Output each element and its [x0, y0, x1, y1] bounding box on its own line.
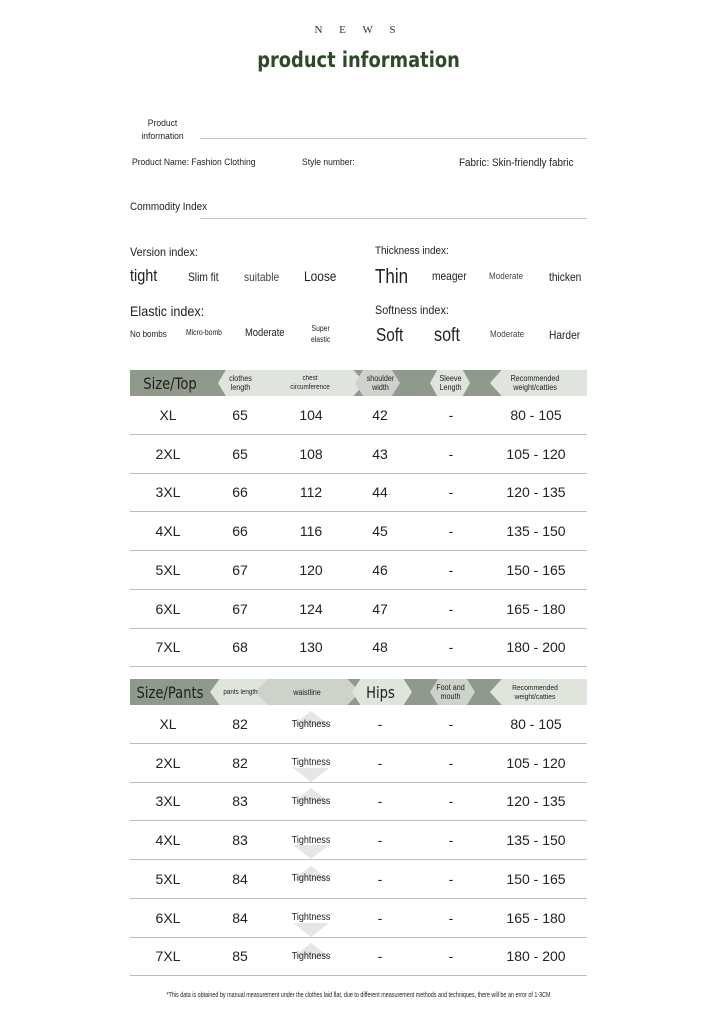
cell-col-1: 84	[232, 870, 248, 887]
cell-col-4: -	[448, 948, 454, 965]
cell-weight: 180 - 200	[506, 948, 566, 965]
cell-col-4: -	[448, 793, 454, 810]
cell-col-4: -	[448, 523, 454, 540]
header-size-top: Size/Top	[143, 373, 197, 393]
cell-col-2: Tightness	[291, 912, 331, 923]
page-title: product information	[257, 48, 460, 72]
elastic-option: Moderate	[245, 327, 285, 339]
version-option: Slim fit	[188, 270, 219, 284]
cell-col-2: 108	[299, 445, 323, 462]
header-foot-mouth: Foot and mouth	[436, 683, 465, 701]
cell-size: 4XL	[155, 832, 181, 849]
cell-size: 5XL	[155, 870, 181, 887]
cell-col-3: 48	[372, 639, 388, 656]
cell-weight: 120 - 135	[506, 793, 566, 810]
cell-weight: 165 - 180	[506, 600, 566, 617]
cell-col-3: -	[377, 832, 383, 849]
pants-table-header	[130, 679, 587, 705]
cell-col-4: -	[448, 909, 454, 926]
cell-weight: 120 - 135	[506, 484, 566, 501]
thickness-option: Thin	[375, 266, 409, 288]
cell-col-4: -	[448, 407, 454, 423]
header-size-pants: Size/Pants	[136, 682, 204, 702]
product-name: Product Name: Fashion Clothing	[132, 157, 256, 168]
cell-weight: 105 - 120	[506, 445, 566, 462]
cell-size: 5XL	[155, 561, 181, 578]
cell-col-3: 42	[372, 407, 388, 423]
divider	[200, 218, 587, 219]
cell-col-2: 124	[299, 600, 323, 617]
version-index-label: Version index:	[130, 245, 198, 259]
table-row	[130, 512, 587, 551]
header-pants-length: pants length	[223, 688, 258, 696]
version-option: tight	[130, 266, 158, 285]
cell-size: 2XL	[155, 754, 181, 771]
cell-col-2: Tightness	[291, 757, 331, 769]
cell-col-2: Tightness	[291, 950, 331, 962]
cell-col-4: -	[448, 600, 454, 617]
elastic-index-label: Elastic index:	[130, 303, 205, 319]
thickness-option: meager	[432, 269, 467, 283]
cell-size: 7XL	[155, 948, 181, 965]
cell-col-1: 66	[232, 523, 248, 540]
cell-weight: 150 - 165	[506, 561, 566, 578]
cell-weight: 135 - 150	[506, 832, 566, 849]
cell-col-3: -	[377, 793, 383, 810]
thickness-option: thicken	[549, 270, 582, 284]
cell-col-1: 68	[232, 639, 248, 656]
header-sleeve: Sleeve Length	[439, 374, 462, 392]
table-row	[130, 435, 587, 474]
news-kicker: N E W S	[314, 24, 403, 36]
cell-col-3: 44	[372, 484, 388, 501]
version-option: suitable	[244, 270, 280, 284]
table-row	[130, 899, 587, 938]
footnote: *This data is obtained by manual measurement under the clothes laid flat, due to different measurement methods and techniques, there will be an error of 1-3CM	[166, 990, 551, 999]
elastic-option: No bombs	[130, 329, 167, 340]
table-row	[130, 628, 587, 667]
cell-weight: 105 - 120	[506, 754, 566, 771]
cell-size: 6XL	[155, 600, 181, 617]
table-row	[130, 744, 587, 783]
table-row	[130, 937, 587, 976]
cell-col-4: -	[448, 639, 454, 656]
commodity-heading: Commodity Index	[130, 201, 208, 213]
cell-col-4: -	[448, 716, 454, 732]
cell-weight: 150 - 165	[506, 870, 566, 887]
cell-col-4: -	[448, 754, 454, 771]
cell-col-3: 43	[372, 445, 388, 462]
header-hips: Hips	[366, 682, 395, 702]
cell-size: 3XL	[155, 793, 181, 810]
cell-col-3: -	[377, 870, 383, 887]
cell-col-1: 82	[232, 716, 248, 732]
cell-col-2: Tightness	[291, 718, 331, 730]
cell-col-3: -	[377, 716, 383, 732]
cell-col-3: 47	[372, 600, 388, 617]
cell-size: XL	[159, 407, 177, 423]
softness-index-label: Softness index:	[375, 303, 449, 317]
softness-option: Moderate	[490, 329, 525, 340]
table-row	[130, 782, 587, 821]
cell-col-2: 120	[299, 561, 323, 578]
softness-option: soft	[434, 325, 461, 346]
table-row	[130, 473, 587, 512]
header-weight: Recommended weight/catties	[510, 374, 560, 392]
cell-col-3: -	[377, 948, 383, 965]
cell-col-1: 65	[232, 445, 248, 462]
header-waistline: waistline	[293, 687, 321, 697]
divider	[200, 138, 587, 139]
cell-col-2: 112	[299, 484, 323, 501]
cell-weight: 80 - 105	[510, 716, 562, 732]
cell-col-1: 65	[232, 407, 248, 423]
cell-col-2: 104	[299, 407, 323, 423]
thickness-index-label: Thickness index:	[375, 245, 449, 257]
header-clothes-length: clothes length	[229, 374, 252, 392]
cell-col-3: 45	[372, 523, 388, 540]
header-weight: Recommended weight/catties	[512, 683, 558, 701]
fabric: Fabric: Skin-friendly fabric	[459, 157, 574, 169]
cell-col-4: -	[448, 561, 454, 578]
cell-col-1: 83	[232, 793, 248, 810]
cell-col-2: 116	[299, 523, 323, 540]
cell-weight: 180 - 200	[506, 639, 566, 656]
cell-weight: 135 - 150	[506, 523, 566, 540]
style-number: Style number:	[302, 157, 355, 168]
header-shoulder: shoulder width	[366, 374, 395, 392]
table-row	[130, 396, 587, 435]
cell-col-1: 66	[232, 484, 248, 501]
cell-weight: 80 - 105	[510, 407, 562, 423]
cell-size: 2XL	[155, 445, 181, 462]
cell-col-2: Tightness	[291, 795, 331, 807]
cell-col-4: -	[448, 870, 454, 887]
cell-col-1: 85	[232, 948, 248, 965]
cell-size: 7XL	[155, 639, 181, 656]
cell-col-2: 130	[299, 639, 323, 656]
thickness-option: Moderate	[489, 271, 524, 282]
table-row	[130, 551, 587, 590]
cell-size: XL	[159, 716, 177, 732]
elastic-option: Micro-bomb	[186, 328, 222, 337]
softness-option: Soft	[376, 325, 404, 345]
cell-col-3: -	[377, 909, 383, 926]
cell-col-1: 67	[232, 561, 248, 578]
cell-col-3: 46	[372, 561, 388, 578]
cell-size: 4XL	[155, 523, 181, 540]
cell-col-4: -	[448, 832, 454, 849]
cell-weight: 165 - 180	[506, 909, 566, 926]
elastic-option: Super elastic	[311, 324, 331, 344]
cell-col-4: -	[448, 445, 454, 462]
top-table-header	[130, 370, 587, 396]
table-row	[130, 860, 587, 899]
cell-col-1: 84	[232, 909, 248, 926]
cell-col-2: Tightness	[291, 834, 331, 846]
cell-col-3: -	[377, 754, 383, 771]
cell-col-2: Tightness	[291, 873, 331, 885]
cell-col-1: 67	[232, 600, 248, 617]
cell-col-1: 83	[232, 832, 248, 849]
cell-size: 6XL	[155, 909, 181, 926]
product-info-heading: Product information	[141, 118, 184, 142]
cell-size: 3XL	[155, 484, 181, 501]
header-chest: chest circumference	[290, 375, 330, 391]
cell-col-4: -	[448, 484, 454, 501]
version-option: Loose	[304, 268, 337, 284]
cell-col-1: 82	[232, 754, 248, 771]
table-row	[130, 705, 587, 744]
table-row	[130, 821, 587, 860]
table-row	[130, 590, 587, 629]
softness-option: Harder	[549, 328, 581, 342]
